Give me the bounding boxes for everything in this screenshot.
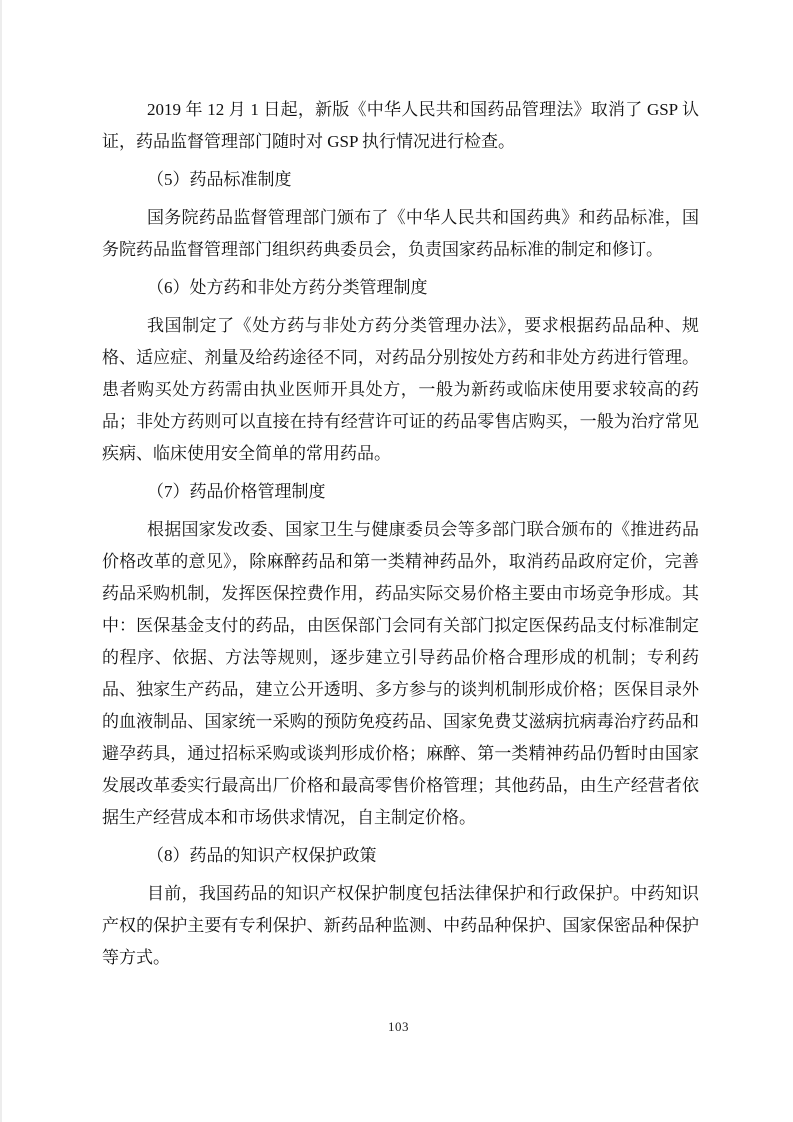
page-number: 103: [388, 1019, 409, 1034]
section-heading: （5）药品标准制度: [147, 170, 292, 189]
body-paragraph: 目前，我国药品的知识产权保护制度包括法律保护和行政保护。中药知识产权的保护主要有专利保护、新药品种监测、中药品种保护、国家保密品种保护等方式。: [102, 884, 699, 967]
section-heading: （7）药品价格管理制度: [147, 482, 326, 501]
body-paragraph: 根据国家发改委、国家卫生与健康委员会等多部门联合颁布的《推进药品价格改革的意见》，除麻醉药品和第一类精神药品外，取消药品政府定价，完善药品采购机制，发挥医保控费作用，药品实际交易价格主要由市场竞争形成。其中：医保基金支付的药品，由医保部门会同有关部门拟定医保药品支付标准制定的程序、依据、方法等规则，逐步建立引导药品价格合理形成的机制；专利药品、独家生产药品，建立公开透明、多方参与的谈判机制形成价格；医保目录外的血液制品、国家统一采购的预防免疫药品、国家免费艾滋病抗病毒治疗药品和避孕药具，通过招标采购或谈判形成价格；麻醉、第一类精神药品仍暂时由国家发展改革委实行最高出厂价格和最高零售价格管理；其他药品，由生产经营者依据生产经营成本和市场供求情况，自主制定价格。: [102, 520, 699, 827]
document-body: [102, 94, 699, 980]
page-footer: [2, 1018, 793, 1036]
body-paragraph: 2019 年 12 月 1 日起，新版《中华人民共和国药品管理法》取消了 GSP 认证，药品监督管理部门随时对 GSP 执行情况进行检查。: [102, 100, 699, 151]
section-heading: （6）处方药和非处方药分类管理制度: [147, 278, 428, 297]
body-paragraph: 我国制定了《处方药与非处方药分类管理办法》，要求根据药品品种、规格、适应症、剂量及给药途径不同，对药品分别按处方药和非处方药进行管理。患者购买处方药需由执业医师开具处方，一般为新药或临床使用要求较高的药品；非处方药则可以直接在持有经营许可证的药品零售店购买，一般为治疗常见疾病、临床使用安全简单的常用药品。: [102, 316, 699, 463]
body-paragraph: 国务院药品监督管理部门颁布了《中华人民共和国药典》和药品标准，国务院药品监督管理部门组织药典委员会，负责国家药品标准的制定和修订。: [102, 208, 699, 259]
section-heading: （8）药品的知识产权保护政策: [147, 846, 377, 865]
